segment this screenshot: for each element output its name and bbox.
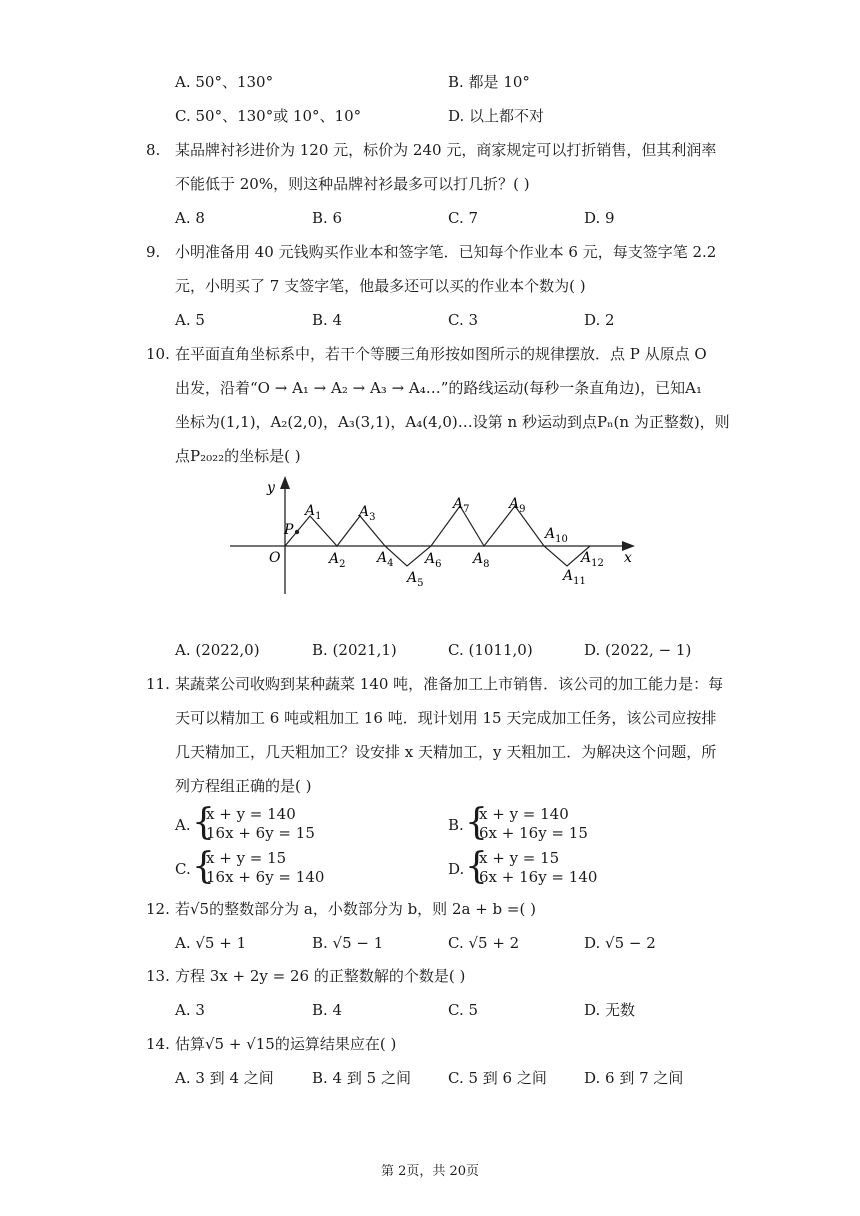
q7-option-a: A. 50°、130° [175,73,274,91]
q11-option-d-eq2: 6x + 16y = 140 [479,868,598,886]
q9-option-a: A. 5 [175,311,205,329]
q11-option-c-label: C. [175,860,191,878]
label-a9: $A_9$ [509,496,526,515]
label-x: x [624,550,632,566]
q10-option-d: D. (2022, − 1) [584,641,692,659]
q11-option-a-eq2: 16x + 6y = 15 [206,824,315,842]
q11-option-c-eq1: x + y = 15 [206,849,287,867]
q8-option-c: C. 7 [448,209,479,227]
q7-option-d: D. 以上都不对 [448,107,545,125]
q11-text-line2: 天可以精加工 6 吨或粗加工 16 吨．现计划用 15 天完成加工任务，该公司应按排 [175,709,717,727]
q14-text-line1: 估算√5 + √15的运算结果应在( ) [175,1035,397,1053]
q11-option-b-eq1: x + y = 140 [479,805,569,823]
q7-option-b: B. 都是 10° [448,73,530,91]
label-a3: $A_3$ [359,504,376,523]
q14-option-d: D. 6 到 7 之间 [584,1069,684,1087]
q9-text-line1: 小明准备用 40 元钱购买作业本和签字笔．已知每个作业本 6 元，每支签字笔 2.2 [175,243,717,261]
q8-option-d: D. 9 [584,209,615,227]
page-footer: 第 2页，共 20页 [380,1164,480,1179]
q11-option-b-brace: { [465,802,488,843]
label-a4: $A_4$ [377,550,394,569]
label-a8: $A_8$ [473,551,490,570]
q7-option-c: C. 50°、130°或 10°、10° [175,107,362,125]
q10-option-a: A. (2022,0) [175,641,260,659]
q11-option-d-brace: { [465,846,488,887]
q11-option-a-eq1: x + y = 140 [206,805,296,823]
q11-option-d-eq1: x + y = 15 [479,849,560,867]
label-a10: $A_{10}$ [545,526,568,545]
q14-option-c: C. 5 到 6 之间 [448,1069,547,1087]
q8-option-a: A. 8 [175,209,205,227]
q13-option-c: C. 5 [448,1001,479,1019]
q13-option-a: A. 3 [175,1001,205,1019]
q8-number: 8. [146,141,161,159]
q11-option-a-label: A. [175,816,191,834]
q12-option-d: D. √5 − 2 [584,934,656,952]
q8-option-b: B. 6 [312,209,343,227]
q11-option-b-label: B. [448,816,464,834]
q11-option-d-label: D. [448,860,465,878]
q12-option-a: A. √5 + 1 [175,934,247,952]
q13-text-line1: 方程 3x + 2y = 26 的正整数解的个数是( ) [175,967,466,985]
label-o: O [269,550,281,566]
q10-number: 10. [146,345,170,363]
label-y: y [267,480,275,496]
q12-text-line1: 若√5的整数部分为 a，小数部分为 b，则 2a + b =( ) [175,900,536,918]
label-p: P [284,522,294,538]
q13-number: 13. [146,967,170,985]
label-a12: $A_{12}$ [581,550,604,569]
q9-option-b: B. 4 [312,311,343,329]
q12-number: 12. [146,900,170,918]
q9-option-d: D. 2 [584,311,615,329]
q10-option-b: B. (2021,1) [312,641,397,659]
label-a5: $A_5$ [407,570,424,589]
q10-text-line4: 点P₂₀₂₂的坐标是( ) [175,447,301,465]
q10-text-line3: 坐标为(1,1)，A₂(2,0)，A₃(3,1)，A₄(4,0)…设第 n 秒运动到点Pₙ(n 为正整数)，则 [175,413,730,431]
q11-option-a-brace: { [192,802,215,843]
label-a1: $A_1$ [305,503,322,522]
q11-option-c-eq2: 16x + 6y = 140 [206,868,325,886]
label-a6: $A_6$ [425,551,442,570]
q11-text-line1: 某蔬菜公司收购到某种蔬菜 140 吨，准备加工上市销售．该公司的加工能力是：每 [175,675,724,693]
q12-option-b: B. √5 − 1 [312,934,384,952]
q10-option-c: C. (1011,0) [448,641,533,659]
q14-number: 14. [146,1035,170,1053]
q13-option-b: B. 4 [312,1001,343,1019]
q13-option-d: D. 无数 [584,1001,636,1019]
label-a2: $A_2$ [329,551,346,570]
q14-option-b: B. 4 到 5 之间 [312,1069,411,1087]
q11-text-line4: 列方程组正确的是( ) [175,777,312,795]
point-p [295,530,299,534]
q10-text-line2: 出发，沿着“O → A₁ → A₂ → A₃ → A₄…”的路线运动(每秒一条直角边)，已知A₁ [175,379,702,397]
q9-text-line2: 元，小明买了 7 支签字笔，他最多还可以买的作业本个数为( ) [175,277,586,295]
q11-option-c-brace: { [192,846,215,887]
y-axis-arrow [280,476,290,489]
q11-number: 11. [146,675,170,693]
q8-text-line1: 某品牌衬衫进价为 120 元，标价为 240 元，商家规定可以打折销售，但其利润率 [175,141,717,159]
q10-text-line1: 在平面直角坐标系中，若干个等腰三角形按如图所示的规律摆放．点 P 从原点 O [175,345,707,363]
label-a11: $A_{11}$ [563,568,586,587]
q12-option-c: C. √5 + 2 [448,934,520,952]
q10-figure [225,470,645,595]
q9-number: 9. [146,243,161,261]
q9-option-c: C. 3 [448,311,479,329]
q11-text-line3: 几天精加工，几天粗加工？设安排 x 天精加工，y 天粗加工．为解决这个问题，所 [175,743,717,761]
q14-option-a: A. 3 到 4 之间 [175,1069,274,1087]
q11-option-b-eq2: 6x + 16y = 15 [479,824,588,842]
label-a7: $A_7$ [453,496,470,515]
q8-text-line2: 不能低于 20%，则这种品牌衬衫最多可以打几折？( ) [175,175,530,193]
